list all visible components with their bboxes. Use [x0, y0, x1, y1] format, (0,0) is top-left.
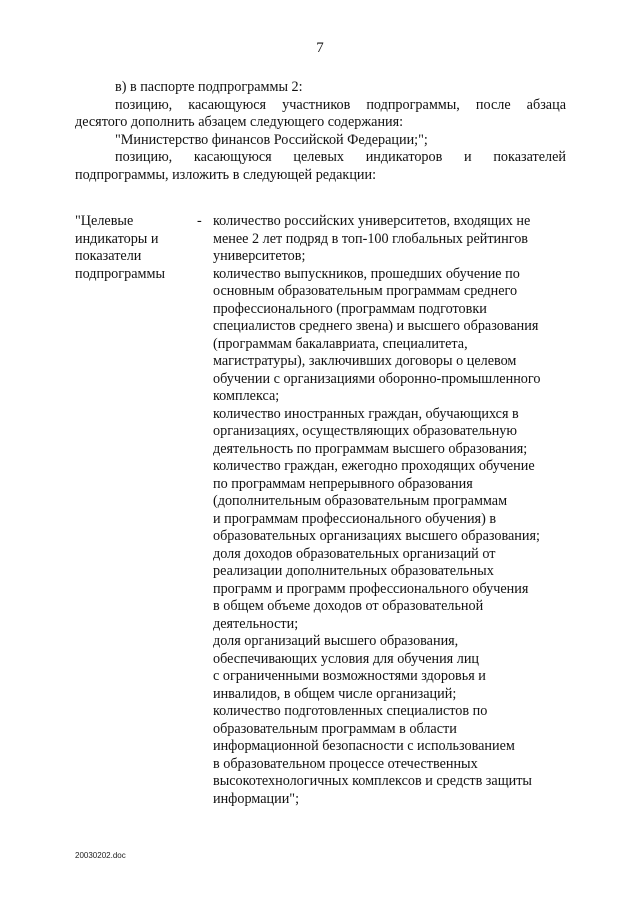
indicator-line: и программам профессионального обучения) в [213, 510, 497, 527]
label-line: "Целевые [75, 213, 134, 229]
indicator-line: деятельность по программам высшего образования; [213, 440, 528, 457]
indicator-line: (дополнительным образовательным программам [213, 493, 508, 509]
indicator-line: комплекса; [213, 388, 280, 404]
indicator-line: программ и программ профессионального обучения [213, 580, 529, 597]
intro-line-1: в) в паспорте подпрограммы 2: [115, 79, 303, 95]
indicator-line: реализации дополнительных образовательных [213, 563, 494, 579]
label-line: индикаторы и [75, 230, 159, 247]
indicators-dash: - [197, 213, 202, 229]
indicators-list [213, 213, 566, 808]
indicator-line: специалистов среднего звена) и высшего образования [213, 318, 539, 334]
indicator-line: доля доходов образовательных организаций от [213, 545, 496, 562]
indicator-line: количество иностранных граждан, обучающихся в [213, 405, 519, 422]
indicator-line: менее 2 лет подряд в топ-100 глобальных рейтингов [213, 230, 529, 247]
file-name: 20030202.doc [75, 851, 126, 860]
indicator-line: обеспечивающих условия для обучения лиц [213, 650, 480, 667]
label-line: подпрограммы [75, 265, 165, 282]
indicator-line: магистратуры), заключивших договоры о целевом [213, 353, 517, 369]
indicator-line: профессионального (программам подготовки [213, 300, 487, 317]
intro-para4-line2: подпрограммы, изложить в следующей редакции: [75, 166, 377, 183]
indicator-line: организациях, осуществляющих образовательную [213, 423, 517, 439]
indicator-line: количество граждан, ежегодно проходящих обучение [213, 458, 535, 474]
indicator-line: образовательным программам в области [213, 720, 457, 737]
indicator-line: основным образовательным программам среднего [213, 283, 518, 299]
indicator-line: обучении с организациями оборонно-промышленного [213, 370, 541, 387]
label-line: показатели [75, 248, 142, 264]
indicator-line: университетов; [213, 248, 306, 264]
indicator-line: деятельности; [213, 615, 299, 632]
intro-para4-line1: позицию, касающуюся целевых индикаторов и показателей [115, 149, 566, 165]
indicator-line: в образовательном процессе отечественных [213, 755, 478, 772]
indicator-line: доля организаций высшего образования, [213, 633, 459, 649]
indicator-line: количество российских университетов, входящих не [213, 213, 531, 229]
indicator-line: образовательных организациях высшего образования; [213, 528, 540, 544]
indicator-line: в общем объеме доходов от образовательной [213, 598, 484, 614]
indicator-line: информации"; [213, 790, 300, 807]
indicator-line: количество выпускников, прошедших обучение по [213, 265, 520, 282]
page-number: 7 [316, 40, 324, 56]
intro-quote-line: "Министерство финансов Российской Федерации;"; [115, 131, 428, 148]
indicator-line: высокотехнологичных комплексов и средств защиты [213, 773, 532, 789]
indicator-line: информационной безопасности с использованием [213, 738, 515, 754]
indicator-line: с ограниченными возможностями здоровья и [213, 668, 486, 684]
indicators-label [75, 213, 187, 283]
intro-para2-line2: десятого дополнить абзацем следующего содержания: [75, 114, 404, 130]
indicator-line: инвалидов, в общем числе организаций; [213, 685, 457, 702]
intro-para2-line1: позицию, касающуюся участников подпрограммы, после абзаца [115, 96, 566, 113]
indicator-line: по программам непрерывного образования [213, 475, 473, 492]
indicator-line: (программам бакалавриата, специалитета, [213, 335, 468, 352]
intro-text [75, 79, 566, 184]
indicator-line: количество подготовленных специалистов по [213, 703, 488, 719]
